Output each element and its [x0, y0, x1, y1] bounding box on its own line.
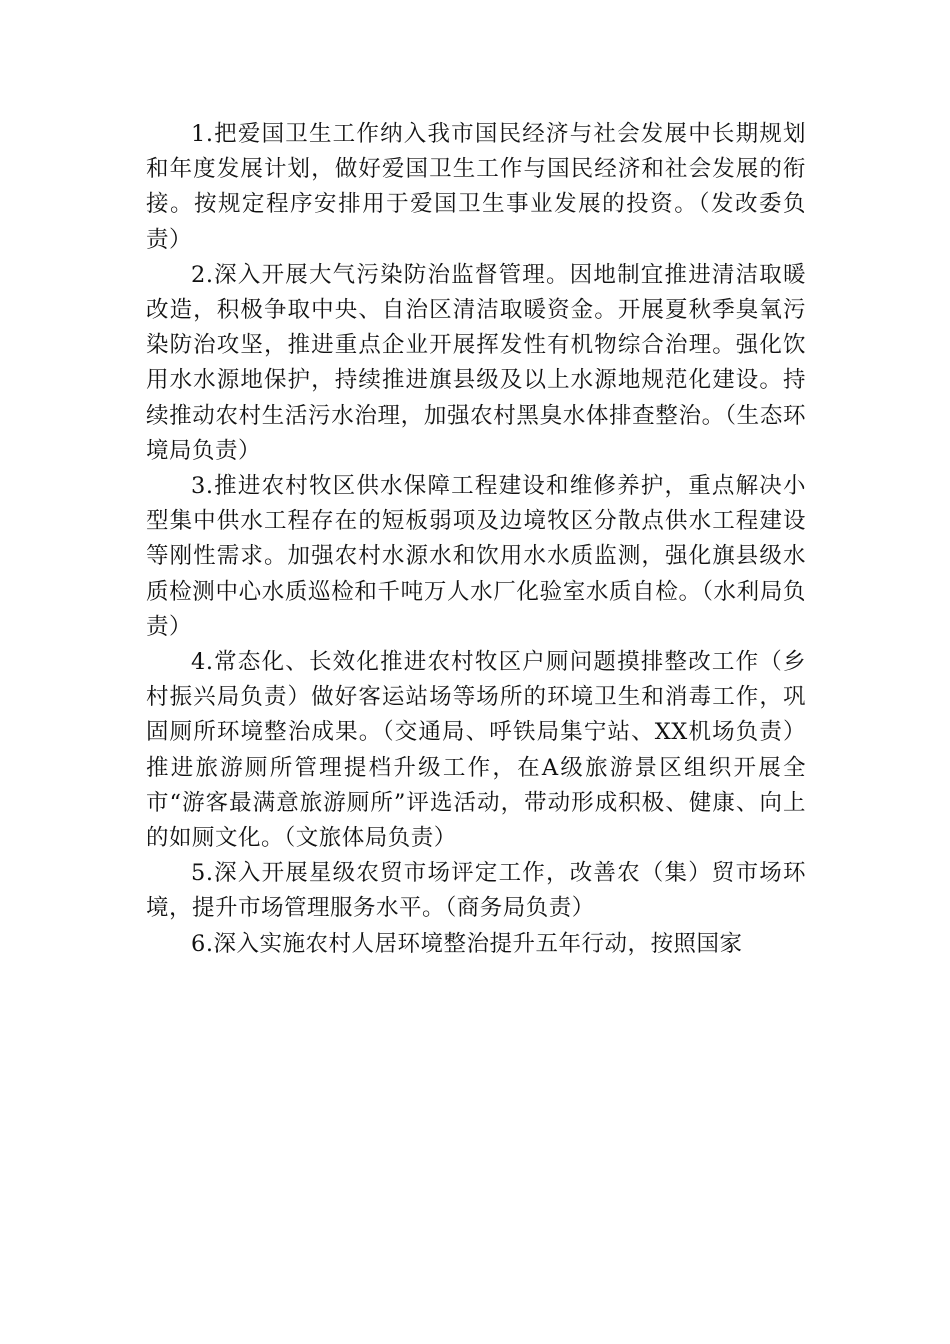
document-body	[146, 117, 806, 962]
paragraph-6: 6.深入实施农村人居环境整治提升五年行动，按照国家	[191, 930, 743, 957]
paragraph-2: 2.深入开展大气污染防治监督管理。因地制宜推进清洁取暖改造，积极争取中央、自治区清洁取暖资金。开展夏秋季臭氧污染防治攻坚，推进重点企业开展挥发性有机物综合治理。强化饮用水水源地保护，持续推进旗县级及以上水源地规范化建设。持续推动农村生活污水治理，加强农村黑臭水体排查整治。（生态环境局负责）	[146, 261, 806, 464]
paragraph-3: 3.推进农村牧区供水保障工程建设和维修养护，重点解决小型集中供水工程存在的短板弱项及边境牧区分散点供水工程建设等刚性需求。加强农村水源水和饮用水水质监测，强化旗县级水质检测中心水质巡检和千吨万人水厂化验室水质自检。（水利局负责）	[146, 473, 806, 640]
paragraph-1: 1.把爱国卫生工作纳入我市国民经济与社会发展中长期规划和年度发展计划，做好爱国卫生工作与国民经济和社会发展的衔接。按规定程序安排用于爱国卫生事业发展的投资。（发改委负责）	[146, 121, 806, 253]
paragraph-5: 5.深入开展星级农贸市场评定工作，改善农（集）贸市场环境，提升市场管理服务水平。（商务局负责）	[146, 860, 806, 922]
paragraph-4: 4.常态化、长效化推进农村牧区户厕问题摸排整改工作（乡村振兴局负责）做好客运站场等场所的环境卫生和消毒工作，巩固厕所环境整治成果。（交通局、呼铁局集宁站、XX机场负责）推进旅游厕所管理提档升级工作，在A级旅游景区组织开展全市“游客最满意旅游厕所”评选活动，带动形成积极、健康、向上的如厕文化。（文旅体局负责）	[146, 649, 806, 852]
